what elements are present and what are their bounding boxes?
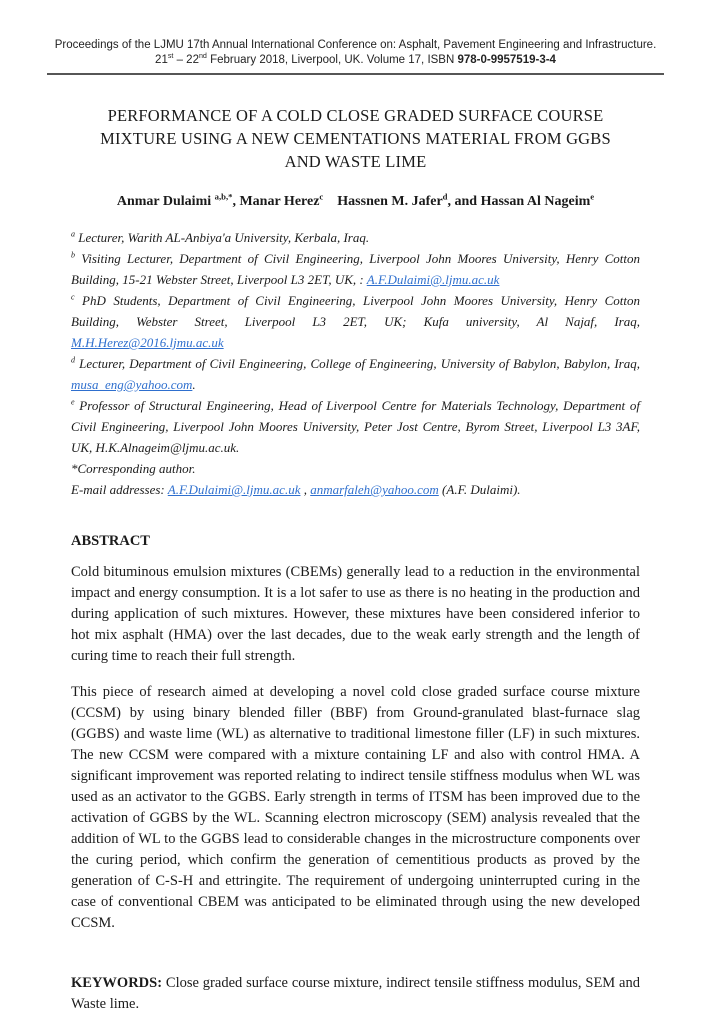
- isbn-number: 978-0-9957519-3-4: [457, 54, 556, 66]
- keywords-text: Close graded surface course mixture, indirect tensile stiffness modulus, SEM and Waste lime.: [71, 975, 640, 1012]
- email-link-herez[interactable]: M.H.Herez@2016.ljmu.ac.uk: [71, 335, 224, 350]
- keywords-line: [71, 973, 640, 1015]
- paper-title-line-2: MIXTURE USING A NEW CEMENTATIONS MATERIAL FROM GGBS: [100, 129, 611, 148]
- email-link-dulaimi-ljmu[interactable]: A.F.Dulaimi@.ljmu.ac.uk: [167, 482, 301, 497]
- affiliation-mark: d: [71, 355, 76, 365]
- affiliation-b: $^b$ Visiting Lecturer, Department of Civil Engineering, Liverpool John Moores University, Henry Cotton Building, 15-21 Webster Street, Liverpool L3 2ET, UK, : A.F.Dulaimi@.ljmu.ac.uk: [71, 250, 640, 287]
- header-line-1: Proceedings of the LJMU 17th Annual International Conference on: Asphalt, Pavement Engineering and Infrastructure.: [54, 39, 657, 51]
- abstract-paragraph-2: This piece of research aimed at developing a novel cold close graded surface course mixture (CCSM) by using binary blended filler (BBF) from Ground-granulated blast-furnace slag (GGBS) and waste lime (WL) as alternative to traditional limestone filler (LF) in such mixtures. The new CCSM were compared with a mixture containing LF and also with control HMA. A significant improvement was reported relating to indirect tensile stiffness modulus when WL was used as an activator to the GGBS. Early strength in terms of ITSM has been improved due to the activation of GGBS by the WL. Scanning electron microscopy (SEM) analysis revealed that the addition of WL to the GGBS lead to considerable changes in the microstructure components over the curing period, which confirm the generation of cementitious products as proved by the generation of C-S-H and ettringite. The requirement of undergoing uninterrupted curing in the case of conventional CBEM was anticipated to be eliminated through using the new developed CCSM.: [71, 684, 640, 931]
- corresponding-author-note: *Corresponding author.: [71, 461, 196, 476]
- email-link-jafer[interactable]: musa_eng@yahoo.com: [71, 377, 193, 392]
- paper-title-line-1: PERFORMANCE OF A COLD CLOSE GRADED SURFACE COURSE: [107, 106, 604, 125]
- author-affiliation-marks: a,b,*: [214, 191, 233, 202]
- affiliation-c: $^c$ PhD Students, Department of Civil Engineering, Liverpool John Moores University, Henry Cotton Building, Webster Street, Liverpool L3 2ET, UK; Kufa university, Al Najaf, Iraq, M.H.Herez@2016.ljmu.ac.uk: [71, 292, 640, 350]
- proceedings-header: [0, 0, 711, 68]
- keywords-label: KEYWORDS:: [71, 975, 163, 991]
- ordinal-suffix: nd: [198, 52, 207, 61]
- email-addresses-label: E-mail addresses:: [71, 482, 168, 497]
- email-link-dulaimi-yahoo[interactable]: anmarfaleh@yahoo.com: [310, 482, 439, 497]
- header-divider-rule: [47, 73, 664, 75]
- affiliation-mark: a: [71, 229, 76, 239]
- affiliation-d: $^d$ Lecturer, Department of Civil Engineering, College of Engineering, University of Babylon, Babylon, Iraq, musa_eng@yahoo.com.: [71, 355, 640, 392]
- author-affiliation-marks: e: [590, 191, 595, 202]
- affiliation-mark: e: [71, 397, 75, 407]
- author-affiliation-marks: d: [442, 191, 448, 202]
- affiliations-block: [71, 227, 640, 500]
- paper-title-line-3: AND WASTE LIME: [284, 152, 427, 171]
- affiliation-mark: b: [71, 250, 76, 260]
- author-affiliation-marks: c: [319, 191, 324, 202]
- paper-title: [71, 104, 640, 173]
- email-link-dulaimi[interactable]: A.F.Dulaimi@.ljmu.ac.uk: [366, 272, 500, 287]
- abstract-heading: ABSTRACT: [71, 533, 150, 549]
- header-line-2: 21st – 22nd February 2018, Liverpool, UK. Volume 17, ISBN 978-0-9957519-3-4: [155, 52, 556, 66]
- email-addresses-line: E-mail addresses: A.F.Dulaimi@.ljmu.ac.uk , anmarfaleh@yahoo.com (A.F. Dulaimi).: [71, 482, 521, 497]
- paper-content: [71, 104, 640, 1015]
- affiliation-e: $^e$ Professor of Structural Engineering, Head of Liverpool Centre for Materials Technology, Department of Civil Engineering, Liverpool John Moores University, Peter Jost Centre, Byrom Street, Liverpool L3 3AF, UK, H.K.Alnageim@ljmu.ac.uk.: [71, 397, 640, 455]
- affiliation-mark: c: [71, 292, 75, 302]
- abstract-paragraph-1: Cold bituminous emulsion mixtures (CBEMs) generally lead to a reduction in the environmental impact and energy consumption. It is a lot safer to use as there is no heating in the production and during application of such mixtures. However, these mixtures have been considered inferior to hot mix asphalt (HMA) over the last decades, due to the weak early strength and the length of curing time to reach their full strength.: [71, 564, 640, 664]
- authors-line: Anmar Dulaimi $^{a,b,*}$, Manar Herez$^c$ Hassnen M. Jafer$^d$, and Hassan Al Nageim$^e$: [116, 191, 595, 209]
- affiliation-a: $^a$ Lecturer, Warith AL-Anbiya'a University, Kerbala, Iraq.: [71, 229, 370, 245]
- ordinal-suffix: st: [167, 52, 174, 61]
